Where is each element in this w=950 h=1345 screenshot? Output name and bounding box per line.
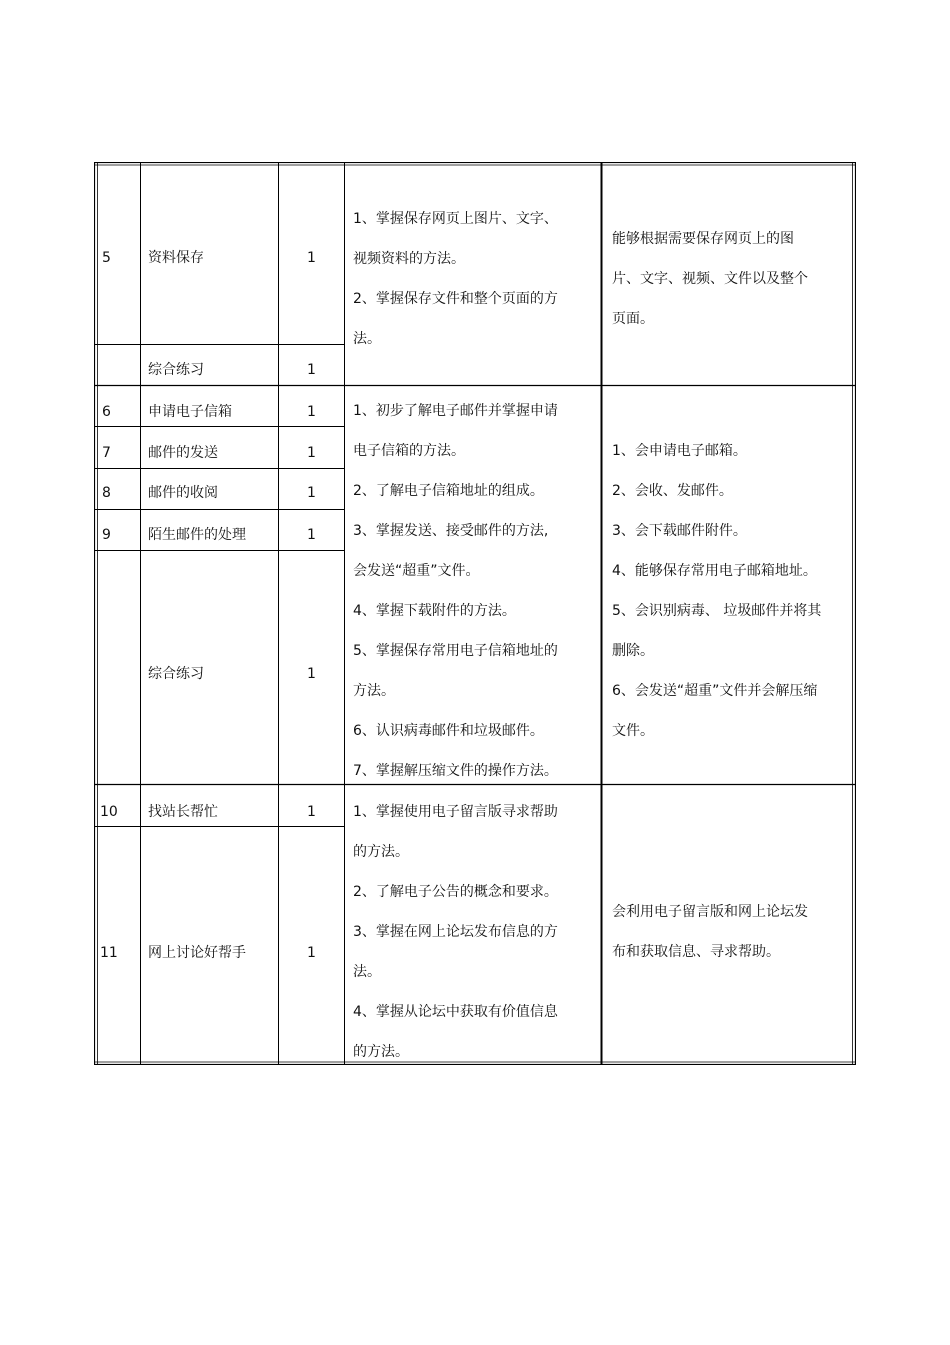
row-10-topic: 找站长帮忙 xyxy=(148,804,218,820)
group-3-outcomes xyxy=(612,892,808,972)
row-10-hours: 1 xyxy=(307,804,316,820)
group-2-outcomes xyxy=(612,431,821,751)
outcome-line: 布和获取信息、寻求帮助。 xyxy=(612,944,780,960)
objective-line: 的方法。 xyxy=(353,844,409,860)
row-9-exercise-hours: 1 xyxy=(307,666,316,682)
objective-line: 4、掌握下载附件的方法。 xyxy=(353,603,516,619)
outcome-line: 2、会收、发邮件。 xyxy=(612,483,733,499)
row-11-topic: 网上讨论好帮手 xyxy=(148,945,246,961)
row-7-topic: 邮件的发送 xyxy=(148,445,218,461)
row-5-hours: 1 xyxy=(307,250,316,266)
group-1-outcomes xyxy=(612,219,808,339)
outcome-line: 片、文字、视频、文件以及整个 xyxy=(612,271,808,287)
objective-line: 6、认识病毒邮件和垃圾邮件。 xyxy=(353,723,544,739)
outcome-line: 删除。 xyxy=(612,643,654,659)
objective-line: 2、了解电子公告的概念和要求。 xyxy=(353,884,558,900)
row-6-hours: 1 xyxy=(307,404,316,420)
objective-line: 电子信箱的方法。 xyxy=(353,443,465,459)
objective-line: 7、掌握解压缩文件的操作方法。 xyxy=(353,763,558,779)
group-1-objectives xyxy=(353,199,558,359)
row-5-topic: 资料保存 xyxy=(148,250,204,266)
row-11-hours: 1 xyxy=(307,945,316,961)
group-2-objectives xyxy=(353,391,558,791)
objective-line: 2、了解电子信箱地址的组成。 xyxy=(353,483,544,499)
outcome-line: 会利用电子留言版和网上论坛发 xyxy=(612,904,808,920)
row-9-hours: 1 xyxy=(307,527,316,543)
objective-line: 1、掌握使用电子留言版寻求帮助 xyxy=(353,804,558,820)
outcome-line: 3、会下载邮件附件。 xyxy=(612,523,747,539)
row-8-hours: 1 xyxy=(307,485,316,501)
outcome-line: 4、能够保存常用电子邮箱地址。 xyxy=(612,563,817,579)
row-10-number: 10 xyxy=(100,804,118,820)
row-5-exercise-hours: 1 xyxy=(307,362,316,378)
row-8-number: 8 xyxy=(102,485,111,501)
objective-line: 法。 xyxy=(353,331,381,347)
objective-line: 3、掌握在网上论坛发布信息的方 xyxy=(353,924,558,940)
objective-line: 3、掌握发送、接受邮件的方法, xyxy=(353,523,549,539)
objective-line: 方法。 xyxy=(353,683,395,699)
objective-line: 法。 xyxy=(353,964,381,980)
objective-line: 4、掌握从论坛中获取有价值信息 xyxy=(353,1004,558,1020)
objective-line: 会发送“超重”文件。 xyxy=(353,563,480,579)
objective-line: 视频资料的方法。 xyxy=(353,251,465,267)
outcome-line: 5、会识别病毒、 垃圾邮件并将其 xyxy=(612,603,822,619)
row-11-number: 11 xyxy=(100,945,118,961)
row-7-number: 7 xyxy=(102,445,111,461)
outcome-line: 文件。 xyxy=(612,723,654,739)
row-6-topic: 申请电子信箱 xyxy=(148,404,232,420)
group-3-objectives xyxy=(353,792,558,1072)
row-5-exercise-topic: 综合练习 xyxy=(148,362,204,378)
row-9-number: 9 xyxy=(102,527,111,543)
lesson-table xyxy=(94,162,856,1065)
row-9-exercise-topic: 综合练习 xyxy=(148,666,204,682)
objective-line: 5、掌握保存常用电子信箱地址的 xyxy=(353,643,558,659)
row-5-number: 5 xyxy=(102,250,111,266)
objective-line: 1、掌握保存网页上图片、文字、 xyxy=(353,211,558,227)
outcome-line: 页面。 xyxy=(612,311,654,327)
objective-line: 的方法。 xyxy=(353,1044,409,1060)
outcome-line: 1、会申请电子邮箱。 xyxy=(612,443,747,459)
row-8-topic: 邮件的收阅 xyxy=(148,485,218,501)
row-9-topic: 陌生邮件的处理 xyxy=(148,527,246,543)
row-6-number: 6 xyxy=(102,404,111,420)
outcome-line: 能够根据需要保存网页上的图 xyxy=(612,231,794,247)
objective-line: 2、掌握保存文件和整个页面的方 xyxy=(353,291,558,307)
outcome-line: 6、会发送“超重”文件并会解压缩 xyxy=(612,683,818,699)
row-7-hours: 1 xyxy=(307,445,316,461)
objective-line: 1、初步了解电子邮件并掌握申请 xyxy=(353,403,558,419)
